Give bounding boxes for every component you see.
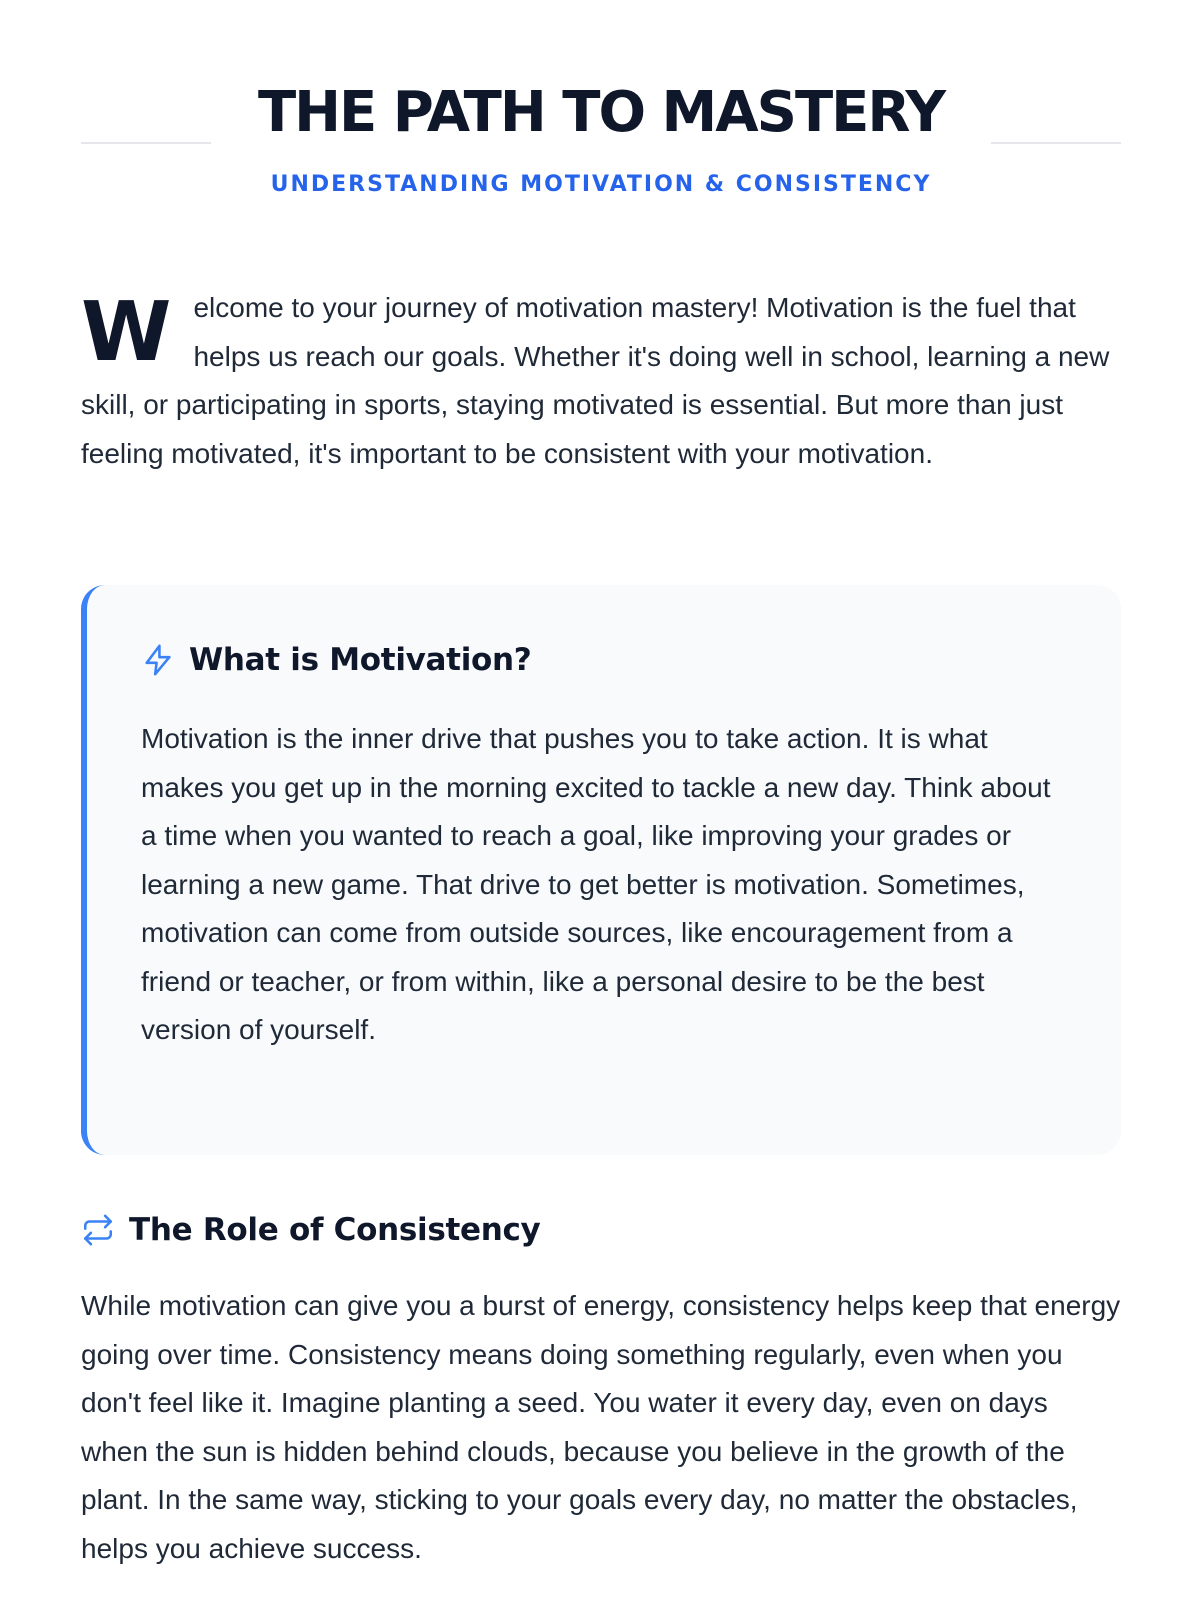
consistency-heading-text: The Role of Consistency [129, 1212, 541, 1248]
drop-cap: W [81, 285, 172, 380]
intro-text: elcome to your journey of motivation mastery! Motivation is the fuel that helps us reach our goals. Whether it's doing well in school, learning a new skill, or participating in sports, staying motivated is essential. But more than just feeling motivated, it's important to be consistent with your motivation. [81, 292, 1110, 469]
page-subtitle: UNDERSTANDING MOTIVATION & CONSISTENCY [270, 172, 932, 197]
motivation-heading-text: What is Motivation? [189, 642, 532, 678]
intro-paragraph [81, 284, 1121, 478]
article-header [81, 0, 1121, 240]
motivation-body: Motivation is the inner drive that pushes you to take action. It is what makes you get up in the morning excited to tackle a new day. Think about a time when you wanted to reach a goal, like improving your grades or learning a new game. That drive to get better is motivation. Sometimes, motivation can come from outside sources, like encouragement from a friend or teacher, or from within, like a personal desire to be the best version of yourself. [141, 723, 1051, 1045]
title-row [81, 78, 1121, 148]
article [81, 0, 1121, 1564]
motivation-callout-card [81, 585, 1121, 1155]
page-title: THE PATH TO MASTERY [257, 80, 945, 145]
lightning-bolt-icon [141, 643, 175, 677]
motivation-heading [141, 640, 531, 680]
repeat-arrows-icon [81, 1213, 115, 1247]
consistency-body: While motivation can give you a burst of energy, consistency helps keep that energy going over time. Consistency means doing something regularly, even when you don't feel like it. Imagine planting a seed. You water it every day, even on days when the sun is hidden behind clouds, because you believe in the growth of the plant. In the same way, sticking to your goals every day, no matter the obstacles, helps you achieve success. [81, 1290, 1121, 1564]
consistency-heading [81, 1210, 540, 1250]
